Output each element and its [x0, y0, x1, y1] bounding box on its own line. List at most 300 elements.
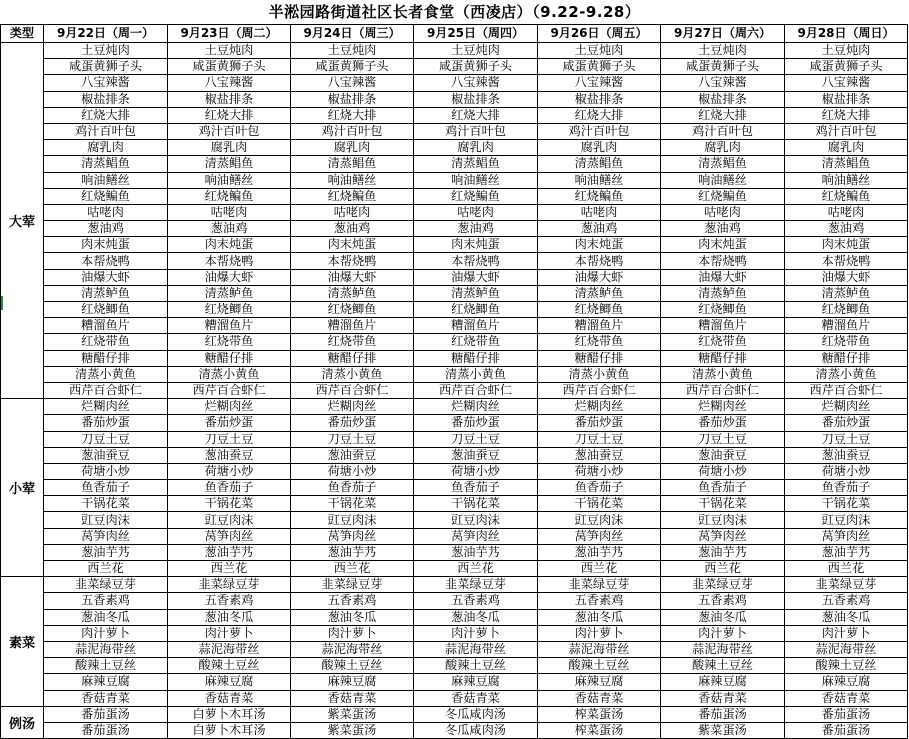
dish-cell: 肉末炖蛋 — [538, 237, 661, 253]
dish-cell: 肉汁萝卜 — [44, 625, 168, 641]
dish-cell: 葱油蚕豆 — [44, 447, 168, 463]
dish-cell: 本帮烧鸭 — [538, 253, 661, 269]
dish-cell: 番茄蛋汤 — [44, 706, 168, 722]
menu-title: 半淞园路街道社区长者食堂（西凌店）（9.22-9.28） — [268, 3, 641, 21]
dish-cell: 土豆炖肉 — [44, 43, 168, 59]
dish-cell: 咕咾肉 — [538, 204, 661, 220]
dish-cell: 葱油冬瓜 — [661, 609, 785, 625]
dish-cell: 清蒸小黄鱼 — [414, 366, 538, 382]
dish-cell: 本帮烧鸭 — [168, 253, 291, 269]
dish-cell: 番茄炒蛋 — [44, 415, 168, 431]
dish-cell: 莴笋肉丝 — [44, 528, 168, 544]
dish-cell: 肉汁萝卜 — [785, 625, 908, 641]
dish-cell: 咕咾肉 — [661, 204, 785, 220]
dish-cell: 八宝辣酱 — [168, 75, 291, 91]
dish-cell: 葱油冬瓜 — [414, 609, 538, 625]
menu-row — [1, 512, 908, 528]
dish-cell: 五香素鸡 — [414, 593, 538, 609]
dish-cell: 荷塘小炒 — [44, 463, 168, 479]
dish-cell: 葱油鸡 — [291, 221, 414, 237]
dish-cell: 麻辣豆腐 — [44, 674, 168, 690]
dish-cell: 红烧鳊鱼 — [44, 188, 168, 204]
dish-cell: 肉汁萝卜 — [291, 625, 414, 641]
dish-cell: 番茄炒蛋 — [291, 415, 414, 431]
dish-cell: 八宝辣酱 — [414, 75, 538, 91]
dish-cell: 响油鳝丝 — [44, 172, 168, 188]
dish-cell: 蒜泥海带丝 — [291, 641, 414, 657]
dish-cell: 清蒸小黄鱼 — [291, 366, 414, 382]
dish-cell: 葱油蚕豆 — [538, 447, 661, 463]
menu-row — [1, 59, 908, 75]
menu-row — [1, 123, 908, 139]
menu-row — [1, 107, 908, 123]
dish-cell: 麻辣豆腐 — [414, 674, 538, 690]
dish-cell: 响油鳝丝 — [661, 172, 785, 188]
dish-cell: 咸蛋黄狮子头 — [661, 59, 785, 75]
day-header: 9月23日（周二） — [168, 25, 291, 43]
weekly-menu-table — [0, 24, 908, 739]
dish-cell: 肉末炖蛋 — [44, 237, 168, 253]
dish-cell: 荷塘小炒 — [414, 463, 538, 479]
dish-cell: 蒜泥海带丝 — [538, 641, 661, 657]
dish-cell: 番茄蛋汤 — [44, 722, 168, 738]
dish-cell: 葱油鸡 — [785, 221, 908, 237]
menu-row — [1, 577, 908, 593]
dish-cell: 西芹百合虾仁 — [44, 382, 168, 398]
dish-cell: 椒盐排条 — [538, 91, 661, 107]
dish-cell: 糟溜鱼片 — [785, 318, 908, 334]
dish-cell: 香菇青菜 — [538, 690, 661, 706]
dish-cell: 刀豆土豆 — [414, 431, 538, 447]
menu-row — [1, 544, 908, 560]
dish-cell: 本帮烧鸭 — [291, 253, 414, 269]
dish-cell: 豇豆肉沫 — [538, 512, 661, 528]
dish-cell: 五香素鸡 — [785, 593, 908, 609]
dish-cell: 豇豆肉沫 — [168, 512, 291, 528]
dish-cell: 油爆大虾 — [414, 269, 538, 285]
dish-cell: 刀豆土豆 — [168, 431, 291, 447]
dish-cell: 刀豆土豆 — [291, 431, 414, 447]
dish-cell: 腐乳肉 — [168, 140, 291, 156]
dish-cell: 西芹百合虾仁 — [661, 382, 785, 398]
dish-cell: 咸蛋黄狮子头 — [538, 59, 661, 75]
menu-row — [1, 480, 908, 496]
dish-cell: 八宝辣酱 — [661, 75, 785, 91]
dish-cell: 葱油鸡 — [661, 221, 785, 237]
dish-cell: 豇豆肉沫 — [661, 512, 785, 528]
dish-cell: 糖醋仔排 — [414, 350, 538, 366]
dish-cell: 刀豆土豆 — [538, 431, 661, 447]
menu-row — [1, 706, 908, 722]
dish-cell: 西兰花 — [414, 561, 538, 577]
dish-cell: 鱼香茄子 — [538, 480, 661, 496]
menu-row — [1, 366, 908, 382]
dish-cell: 椒盐排条 — [414, 91, 538, 107]
dish-cell: 油爆大虾 — [291, 269, 414, 285]
dish-cell: 西芹百合虾仁 — [785, 382, 908, 398]
dish-cell: 本帮烧鸭 — [785, 253, 908, 269]
day-header: 9月26日（周五） — [538, 25, 661, 43]
dish-cell: 鱼香茄子 — [661, 480, 785, 496]
menu-row — [1, 561, 908, 577]
dish-cell: 烂糊肉丝 — [785, 399, 908, 415]
dish-cell: 土豆炖肉 — [538, 43, 661, 59]
dish-cell: 咸蛋黄狮子头 — [168, 59, 291, 75]
dish-cell: 烂糊肉丝 — [44, 399, 168, 415]
dish-cell: 糖醋仔排 — [785, 350, 908, 366]
dish-cell: 葱油芋艿 — [414, 544, 538, 560]
dish-cell: 麻辣豆腐 — [291, 674, 414, 690]
dish-cell: 韭菜绿豆芽 — [661, 577, 785, 593]
day-header: 9月27日（周六） — [661, 25, 785, 43]
dish-cell: 油爆大虾 — [661, 269, 785, 285]
dish-cell: 清蒸鲳鱼 — [414, 156, 538, 172]
menu-row — [1, 415, 908, 431]
dish-cell: 红烧鲫鱼 — [414, 302, 538, 318]
dish-cell: 酸辣土豆丝 — [661, 658, 785, 674]
menu-row — [1, 140, 908, 156]
dish-cell: 糟溜鱼片 — [44, 318, 168, 334]
dish-cell: 豇豆肉沫 — [414, 512, 538, 528]
dish-cell: 冬瓜咸肉汤 — [414, 706, 538, 722]
dish-cell: 鸡汁百叶包 — [44, 123, 168, 139]
dish-cell: 西芹百合虾仁 — [414, 382, 538, 398]
dish-cell: 咕咾肉 — [785, 204, 908, 220]
dish-cell: 八宝辣酱 — [44, 75, 168, 91]
dish-cell: 干锅花菜 — [168, 496, 291, 512]
menu-row — [1, 382, 908, 398]
dish-cell: 番茄炒蛋 — [168, 415, 291, 431]
dish-cell: 韭菜绿豆芽 — [538, 577, 661, 593]
dish-cell: 番茄炒蛋 — [785, 415, 908, 431]
menu-row — [1, 722, 908, 738]
dish-cell: 香菇青菜 — [785, 690, 908, 706]
dish-cell: 葱油冬瓜 — [785, 609, 908, 625]
dish-cell: 莴笋肉丝 — [785, 528, 908, 544]
dish-cell: 莴笋肉丝 — [291, 528, 414, 544]
dish-cell: 咕咾肉 — [168, 204, 291, 220]
dish-cell: 麻辣豆腐 — [538, 674, 661, 690]
dish-cell: 糖醋仔排 — [661, 350, 785, 366]
dish-cell: 土豆炖肉 — [168, 43, 291, 59]
dish-cell: 红烧鳊鱼 — [785, 188, 908, 204]
dish-cell: 清蒸小黄鱼 — [168, 366, 291, 382]
dish-cell: 香菇青菜 — [168, 690, 291, 706]
dish-cell: 肉末炖蛋 — [661, 237, 785, 253]
dish-cell: 荷塘小炒 — [661, 463, 785, 479]
dish-cell: 肉汁萝卜 — [414, 625, 538, 641]
menu-row — [1, 269, 908, 285]
dish-cell: 葱油芋艿 — [538, 544, 661, 560]
dish-cell: 腐乳肉 — [538, 140, 661, 156]
dish-cell: 葱油蚕豆 — [291, 447, 414, 463]
dish-cell: 八宝辣酱 — [538, 75, 661, 91]
dish-cell: 葱油芋艿 — [168, 544, 291, 560]
dish-cell: 红烧带鱼 — [661, 334, 785, 350]
dish-cell: 清蒸小黄鱼 — [785, 366, 908, 382]
menu-row — [1, 188, 908, 204]
dish-cell: 响油鳝丝 — [414, 172, 538, 188]
dish-cell: 红烧鲫鱼 — [168, 302, 291, 318]
dish-cell: 鸡汁百叶包 — [168, 123, 291, 139]
category-cell: 小荤 — [1, 399, 44, 577]
dish-cell: 西兰花 — [661, 561, 785, 577]
dish-cell: 本帮烧鸭 — [661, 253, 785, 269]
dish-cell: 干锅花菜 — [291, 496, 414, 512]
dish-cell: 酸辣土豆丝 — [538, 658, 661, 674]
day-header: 9月24日（周三） — [291, 25, 414, 43]
dish-cell: 榨菜蛋汤 — [538, 706, 661, 722]
dish-cell: 蒜泥海带丝 — [785, 641, 908, 657]
dish-cell: 五香素鸡 — [44, 593, 168, 609]
dish-cell: 肉末炖蛋 — [168, 237, 291, 253]
dish-cell: 咸蛋黄狮子头 — [785, 59, 908, 75]
dish-cell: 本帮烧鸭 — [44, 253, 168, 269]
menu-row — [1, 221, 908, 237]
dish-cell: 腐乳肉 — [785, 140, 908, 156]
dish-cell: 清蒸鲈鱼 — [44, 285, 168, 301]
dish-cell: 紫菜蛋汤 — [291, 722, 414, 738]
dish-cell: 腐乳肉 — [291, 140, 414, 156]
dish-cell: 糟溜鱼片 — [538, 318, 661, 334]
dish-cell: 五香素鸡 — [168, 593, 291, 609]
dish-cell: 红烧鳊鱼 — [414, 188, 538, 204]
menu-row — [1, 318, 908, 334]
dish-cell: 酸辣土豆丝 — [291, 658, 414, 674]
dish-cell: 糟溜鱼片 — [414, 318, 538, 334]
dish-cell: 白萝卜木耳汤 — [168, 706, 291, 722]
dish-cell: 番茄蛋汤 — [661, 706, 785, 722]
dish-cell: 西兰花 — [291, 561, 414, 577]
dish-cell: 刀豆土豆 — [661, 431, 785, 447]
dish-cell: 烂糊肉丝 — [168, 399, 291, 415]
menu-row — [1, 447, 908, 463]
menu-row — [1, 528, 908, 544]
dish-cell: 响油鳝丝 — [291, 172, 414, 188]
dish-cell: 烂糊肉丝 — [538, 399, 661, 415]
dish-cell: 糖醋仔排 — [168, 350, 291, 366]
dish-cell: 红烧带鱼 — [168, 334, 291, 350]
dish-cell: 清蒸小黄鱼 — [538, 366, 661, 382]
menu-row — [1, 253, 908, 269]
menu-row — [1, 204, 908, 220]
dish-cell: 响油鳝丝 — [785, 172, 908, 188]
dish-cell: 西芹百合虾仁 — [538, 382, 661, 398]
menu-row — [1, 350, 908, 366]
dish-cell: 肉汁萝卜 — [538, 625, 661, 641]
dish-cell: 油爆大虾 — [44, 269, 168, 285]
menu-row — [1, 496, 908, 512]
dish-cell: 榨菜蛋汤 — [538, 722, 661, 738]
dish-cell: 清蒸鲳鱼 — [661, 156, 785, 172]
dish-cell: 清蒸鲳鱼 — [291, 156, 414, 172]
dish-cell: 蒜泥海带丝 — [44, 641, 168, 657]
dish-cell: 葱油鸡 — [44, 221, 168, 237]
dish-cell: 肉汁萝卜 — [661, 625, 785, 641]
dish-cell: 红烧鲫鱼 — [661, 302, 785, 318]
dish-cell: 红烧鲫鱼 — [785, 302, 908, 318]
dish-cell: 腐乳肉 — [661, 140, 785, 156]
dish-cell: 清蒸鲳鱼 — [785, 156, 908, 172]
dish-cell: 葱油蚕豆 — [168, 447, 291, 463]
dish-cell: 葱油芋艿 — [44, 544, 168, 560]
dish-cell: 土豆炖肉 — [785, 43, 908, 59]
dish-cell: 糖醋仔排 — [538, 350, 661, 366]
dish-cell: 鱼香茄子 — [414, 480, 538, 496]
dish-cell: 莴笋肉丝 — [414, 528, 538, 544]
dish-cell: 五香素鸡 — [661, 593, 785, 609]
dish-cell: 蒜泥海带丝 — [661, 641, 785, 657]
dish-cell: 西兰花 — [44, 561, 168, 577]
dish-cell: 清蒸小黄鱼 — [44, 366, 168, 382]
dish-cell: 葱油鸡 — [538, 221, 661, 237]
dish-cell: 肉汁萝卜 — [168, 625, 291, 641]
dish-cell: 韭菜绿豆芽 — [168, 577, 291, 593]
dish-cell: 红烧带鱼 — [538, 334, 661, 350]
dish-cell: 清蒸鲈鱼 — [538, 285, 661, 301]
dish-cell: 西芹百合虾仁 — [291, 382, 414, 398]
dish-cell: 红烧大排 — [538, 107, 661, 123]
dish-cell: 干锅花菜 — [785, 496, 908, 512]
dish-cell: 鸡汁百叶包 — [291, 123, 414, 139]
dish-cell: 刀豆土豆 — [44, 431, 168, 447]
dish-cell: 椒盐排条 — [661, 91, 785, 107]
menu-body — [1, 43, 908, 739]
menu-row — [1, 463, 908, 479]
dish-cell: 红烧大排 — [291, 107, 414, 123]
dish-cell: 干锅花菜 — [414, 496, 538, 512]
category-cell: 例汤 — [1, 706, 44, 738]
dish-cell: 土豆炖肉 — [291, 43, 414, 59]
dish-cell: 咸蛋黄狮子头 — [44, 59, 168, 75]
dish-cell: 油爆大虾 — [538, 269, 661, 285]
dish-cell: 番茄蛋汤 — [785, 722, 908, 738]
dish-cell: 肉末炖蛋 — [291, 237, 414, 253]
category-cell: 素菜 — [1, 577, 44, 707]
dish-cell: 油爆大虾 — [168, 269, 291, 285]
dish-cell: 腐乳肉 — [44, 140, 168, 156]
day-header: 9月28日（周日） — [785, 25, 908, 43]
dish-cell: 葱油冬瓜 — [168, 609, 291, 625]
dish-cell: 西兰花 — [538, 561, 661, 577]
dish-cell: 红烧大排 — [168, 107, 291, 123]
dish-cell: 酸辣土豆丝 — [44, 658, 168, 674]
menu-row — [1, 674, 908, 690]
dish-cell: 清蒸鲈鱼 — [168, 285, 291, 301]
dish-cell: 鱼香茄子 — [168, 480, 291, 496]
dish-cell: 豇豆肉沫 — [785, 512, 908, 528]
dish-cell: 糖醋仔排 — [44, 350, 168, 366]
dish-cell: 红烧鳊鱼 — [291, 188, 414, 204]
dish-cell: 葱油蚕豆 — [661, 447, 785, 463]
menu-row — [1, 431, 908, 447]
dish-cell: 麻辣豆腐 — [661, 674, 785, 690]
dish-cell: 紫菜蛋汤 — [661, 722, 785, 738]
dish-cell: 红烧鳊鱼 — [661, 188, 785, 204]
dish-cell: 土豆炖肉 — [661, 43, 785, 59]
dish-cell: 西兰花 — [785, 561, 908, 577]
dish-cell: 清蒸鲈鱼 — [661, 285, 785, 301]
dish-cell: 香菇青菜 — [44, 690, 168, 706]
dish-cell: 鱼香茄子 — [785, 480, 908, 496]
menu-row — [1, 593, 908, 609]
dish-cell: 咕咾肉 — [414, 204, 538, 220]
dish-cell: 肉末炖蛋 — [414, 237, 538, 253]
dish-cell: 葱油冬瓜 — [538, 609, 661, 625]
dish-cell: 糟溜鱼片 — [661, 318, 785, 334]
menu-row — [1, 156, 908, 172]
dish-cell: 五香素鸡 — [538, 593, 661, 609]
dish-cell: 椒盐排条 — [168, 91, 291, 107]
dish-cell: 红烧鲫鱼 — [44, 302, 168, 318]
dish-cell: 葱油鸡 — [414, 221, 538, 237]
dish-cell: 红烧鳊鱼 — [168, 188, 291, 204]
menu-row — [1, 609, 908, 625]
dish-cell: 韭菜绿豆芽 — [785, 577, 908, 593]
dish-cell: 本帮烧鸭 — [414, 253, 538, 269]
dish-cell: 葱油冬瓜 — [44, 609, 168, 625]
dish-cell: 响油鳝丝 — [168, 172, 291, 188]
dish-cell: 咕咾肉 — [291, 204, 414, 220]
dish-cell: 干锅花菜 — [661, 496, 785, 512]
dish-cell: 番茄炒蛋 — [661, 415, 785, 431]
dish-cell: 红烧大排 — [785, 107, 908, 123]
dish-cell: 椒盐排条 — [291, 91, 414, 107]
dish-cell: 荷塘小炒 — [168, 463, 291, 479]
dish-cell: 番茄蛋汤 — [785, 706, 908, 722]
dish-cell: 鸡汁百叶包 — [785, 123, 908, 139]
dish-cell: 荷塘小炒 — [538, 463, 661, 479]
dish-cell: 白萝卜木耳汤 — [168, 722, 291, 738]
dish-cell: 紫菜蛋汤 — [291, 706, 414, 722]
dish-cell: 葱油芋艿 — [291, 544, 414, 560]
dish-cell: 韭菜绿豆芽 — [44, 577, 168, 593]
dish-cell: 蒜泥海带丝 — [168, 641, 291, 657]
dish-cell: 烂糊肉丝 — [661, 399, 785, 415]
dish-cell: 豇豆肉沫 — [44, 512, 168, 528]
dish-cell: 八宝辣酱 — [785, 75, 908, 91]
menu-row — [1, 399, 908, 415]
dish-cell: 酸辣土豆丝 — [785, 658, 908, 674]
dish-cell: 椒盐排条 — [44, 91, 168, 107]
dish-cell: 红烧带鱼 — [291, 334, 414, 350]
dish-cell: 清蒸小黄鱼 — [661, 366, 785, 382]
menu-row — [1, 658, 908, 674]
dish-cell: 干锅花菜 — [538, 496, 661, 512]
dish-cell: 咸蛋黄狮子头 — [291, 59, 414, 75]
dish-cell: 糟溜鱼片 — [168, 318, 291, 334]
dish-cell: 韭菜绿豆芽 — [414, 577, 538, 593]
dish-cell: 香菇青菜 — [661, 690, 785, 706]
dish-cell: 响油鳝丝 — [538, 172, 661, 188]
dish-cell: 五香素鸡 — [291, 593, 414, 609]
dish-cell: 番茄炒蛋 — [538, 415, 661, 431]
dish-cell: 鱼香茄子 — [291, 480, 414, 496]
menu-row — [1, 91, 908, 107]
dish-cell: 红烧大排 — [414, 107, 538, 123]
dish-cell: 椒盐排条 — [785, 91, 908, 107]
dish-cell: 荷塘小炒 — [785, 463, 908, 479]
menu-row — [1, 625, 908, 641]
dish-cell: 鱼香茄子 — [44, 480, 168, 496]
dish-cell: 刀豆土豆 — [785, 431, 908, 447]
dish-cell: 土豆炖肉 — [414, 43, 538, 59]
type-column-header: 类型 — [1, 25, 44, 43]
dish-cell: 清蒸鲈鱼 — [785, 285, 908, 301]
dish-cell: 腐乳肉 — [414, 140, 538, 156]
dish-cell: 烂糊肉丝 — [291, 399, 414, 415]
dish-cell: 红烧带鱼 — [414, 334, 538, 350]
